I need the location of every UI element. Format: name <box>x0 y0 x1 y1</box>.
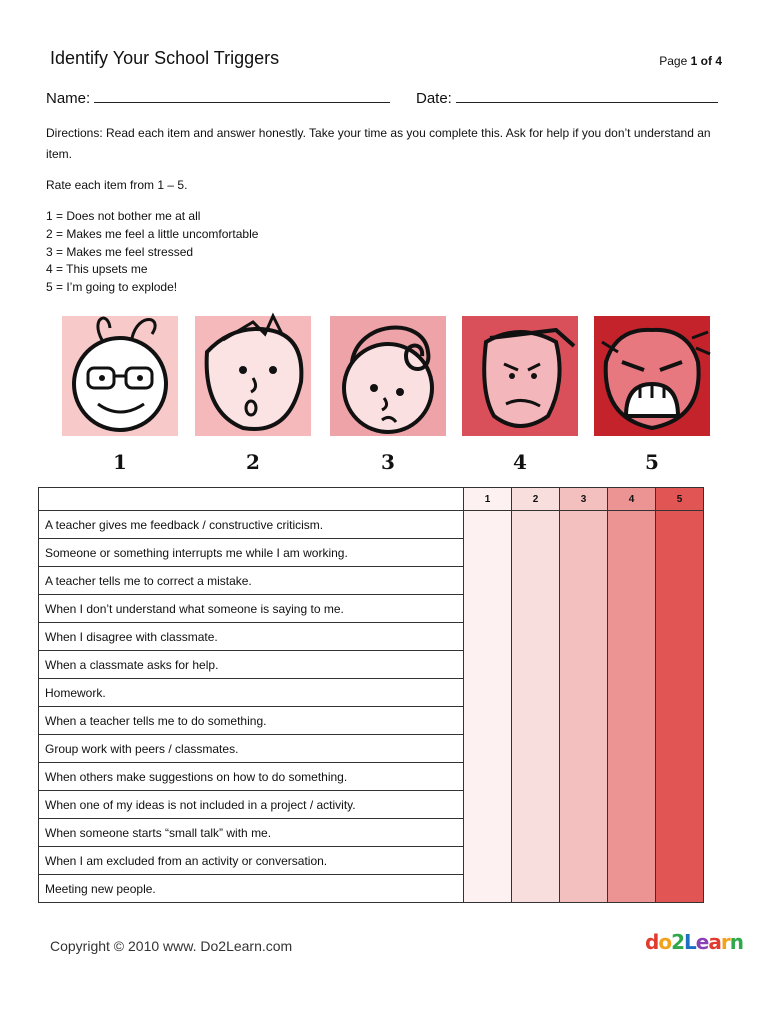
rating-cell-4[interactable] <box>608 511 656 539</box>
rating-cell-3[interactable] <box>560 679 608 707</box>
rating-cell-3[interactable] <box>560 847 608 875</box>
rating-cell-4[interactable] <box>608 875 656 903</box>
rating-cell-1[interactable] <box>464 595 512 623</box>
rating-cell-5[interactable] <box>656 763 704 791</box>
rating-cell-4[interactable] <box>608 707 656 735</box>
rating-cell-4[interactable] <box>608 763 656 791</box>
rating-cell-4[interactable] <box>608 819 656 847</box>
page-title: Identify Your School Triggers <box>50 48 280 68</box>
rating-cell-3[interactable] <box>560 819 608 847</box>
uncomfortable-face-icon <box>193 312 313 440</box>
face-scale <box>60 312 720 482</box>
rating-cell-5[interactable] <box>656 707 704 735</box>
logo-letter: 2 <box>671 930 684 954</box>
rating-cell-1[interactable] <box>464 567 512 595</box>
rating-column-header-1: 1 <box>464 488 512 511</box>
do2learn-logo <box>645 930 743 954</box>
table-row <box>39 539 704 567</box>
rating-cell-2[interactable] <box>512 595 560 623</box>
rating-cell-1[interactable] <box>464 679 512 707</box>
rating-cell-1[interactable] <box>464 511 512 539</box>
table-row <box>39 511 704 539</box>
face-label-4: 4 <box>513 450 527 474</box>
table-row <box>39 791 704 819</box>
trigger-item-label: When one of my ideas is not included in a project / activity. <box>39 791 464 819</box>
rating-cell-4[interactable] <box>608 567 656 595</box>
rating-cell-2[interactable] <box>512 819 560 847</box>
rating-cell-4[interactable] <box>608 623 656 651</box>
rating-column-header-3: 3 <box>560 488 608 511</box>
rating-cell-1[interactable] <box>464 539 512 567</box>
rating-cell-4[interactable] <box>608 651 656 679</box>
page-label: Page <box>659 54 688 68</box>
rating-cell-2[interactable] <box>512 511 560 539</box>
scale-item-2: 2 = Makes me feel a little uncomfortable <box>46 226 259 241</box>
rating-cell-1[interactable] <box>464 707 512 735</box>
face-label-1: 1 <box>113 450 127 474</box>
table-row <box>39 875 704 903</box>
trigger-item-label: When a classmate asks for help. <box>39 651 464 679</box>
table-row <box>39 763 704 791</box>
rating-cell-2[interactable] <box>512 651 560 679</box>
rating-cell-1[interactable] <box>464 819 512 847</box>
table-row <box>39 819 704 847</box>
rating-cell-4[interactable] <box>608 735 656 763</box>
rating-cell-3[interactable] <box>560 791 608 819</box>
trigger-item-label: Homework. <box>39 679 464 707</box>
rating-cell-3[interactable] <box>560 511 608 539</box>
trigger-item-label: When someone starts “small talk” with me. <box>39 819 464 847</box>
logo-letter: a <box>708 930 721 954</box>
rating-column-header-5: 5 <box>656 488 704 511</box>
rating-cell-5[interactable] <box>656 735 704 763</box>
rating-cell-3[interactable] <box>560 735 608 763</box>
date-field <box>416 88 718 107</box>
table-row <box>39 595 704 623</box>
rating-cell-2[interactable] <box>512 875 560 903</box>
table-header-row <box>39 488 704 511</box>
rating-cell-2[interactable] <box>512 735 560 763</box>
rating-cell-1[interactable] <box>464 763 512 791</box>
rating-cell-3[interactable] <box>560 875 608 903</box>
rating-cell-5[interactable] <box>656 511 704 539</box>
date-blank[interactable] <box>456 88 718 103</box>
directions-text: Directions: Read each item and answer honestly. Take your time as you complete this. Ask for help if you don’t understand an item. <box>46 126 711 161</box>
logo-letter: o <box>658 930 672 954</box>
logo-letter: r <box>720 930 730 954</box>
page-indicator <box>659 54 722 68</box>
scale-item-5: 5 = I’m going to explode! <box>46 280 178 295</box>
rating-cell-5[interactable] <box>656 567 704 595</box>
upset-face-icon <box>460 312 580 440</box>
face-label-5: 5 <box>645 450 659 474</box>
rating-cell-4[interactable] <box>608 679 656 707</box>
rating-cell-5[interactable] <box>656 875 704 903</box>
rating-cell-1[interactable] <box>464 623 512 651</box>
face-label-2: 2 <box>246 450 260 474</box>
rating-column-header-4: 4 <box>608 488 656 511</box>
rating-cell-5[interactable] <box>656 539 704 567</box>
rating-cell-5[interactable] <box>656 819 704 847</box>
rating-cell-5[interactable] <box>656 651 704 679</box>
rating-cell-3[interactable] <box>560 623 608 651</box>
rating-cell-2[interactable] <box>512 847 560 875</box>
trigger-item-label: A teacher gives me feedback / constructive criticism. <box>39 511 464 539</box>
rating-cell-3[interactable] <box>560 567 608 595</box>
rating-cell-2[interactable] <box>512 539 560 567</box>
rating-cell-5[interactable] <box>656 847 704 875</box>
rate-instruction: Rate each item from 1 – 5. <box>46 178 188 192</box>
copyright-text: Copyright © 2010 www. Do2Learn.com <box>50 938 293 954</box>
stressed-face-icon <box>328 312 448 440</box>
rating-cell-2[interactable] <box>512 707 560 735</box>
rating-scale <box>46 208 258 297</box>
scale-item-3: 3 = Makes me feel stressed <box>46 244 194 259</box>
rating-cell-1[interactable] <box>464 735 512 763</box>
trigger-item-label: Meeting new people. <box>39 875 464 903</box>
rating-column-header-2: 2 <box>512 488 560 511</box>
table-row <box>39 679 704 707</box>
trigger-item-label: A teacher tells me to correct a mistake. <box>39 567 464 595</box>
date-label: Date: <box>416 90 452 107</box>
trigger-item-label: Group work with peers / classmates. <box>39 735 464 763</box>
rating-cell-3[interactable] <box>560 763 608 791</box>
rating-cell-2[interactable] <box>512 623 560 651</box>
table-row <box>39 623 704 651</box>
rating-cell-4[interactable] <box>608 847 656 875</box>
rating-cell-5[interactable] <box>656 679 704 707</box>
rating-cell-2[interactable] <box>512 567 560 595</box>
rating-cell-3[interactable] <box>560 707 608 735</box>
rating-cell-2[interactable] <box>512 763 560 791</box>
rating-cell-3[interactable] <box>560 539 608 567</box>
name-label: Name: <box>46 90 91 107</box>
rating-cell-4[interactable] <box>608 791 656 819</box>
scale-item-1: 1 = Does not bother me at all <box>46 209 201 223</box>
trigger-item-label: When others make suggestions on how to do something. <box>39 763 464 791</box>
trigger-item-label: Someone or something interrupts me while I am working. <box>39 539 464 567</box>
table-row <box>39 567 704 595</box>
trigger-item-label: When I don’t understand what someone is saying to me. <box>39 595 464 623</box>
logo-letter: d <box>645 930 659 954</box>
table-row <box>39 735 704 763</box>
table-row <box>39 707 704 735</box>
rating-cell-4[interactable] <box>608 539 656 567</box>
exploding-face-icon <box>592 312 712 440</box>
face-label-3: 3 <box>381 450 395 474</box>
name-field <box>46 88 390 107</box>
rating-cell-3[interactable] <box>560 595 608 623</box>
rating-cell-4[interactable] <box>608 595 656 623</box>
scale-item-4: 4 = This upsets me <box>46 262 148 277</box>
rating-cell-1[interactable] <box>464 791 512 819</box>
rating-cell-3[interactable] <box>560 651 608 679</box>
trigger-item-label: When I am excluded from an activity or conversation. <box>39 847 464 875</box>
calm-face-icon <box>60 312 180 440</box>
trigger-item-label: When I disagree with classmate. <box>39 623 464 651</box>
page-total: 4 <box>715 54 722 68</box>
table-row <box>39 847 704 875</box>
rating-cell-1[interactable] <box>464 875 512 903</box>
name-blank[interactable] <box>94 88 390 103</box>
logo-letter: e <box>695 930 709 954</box>
page-of: of <box>700 54 712 68</box>
rating-cell-2[interactable] <box>512 791 560 819</box>
table-row <box>39 651 704 679</box>
rating-cell-2[interactable] <box>512 679 560 707</box>
item-column-header <box>39 488 464 511</box>
rating-cell-1[interactable] <box>464 847 512 875</box>
rating-cell-5[interactable] <box>656 791 704 819</box>
trigger-item-label: When a teacher tells me to do something. <box>39 707 464 735</box>
rating-cell-1[interactable] <box>464 651 512 679</box>
logo-letter: L <box>684 930 696 954</box>
logo-letter: n <box>729 930 743 954</box>
rating-cell-5[interactable] <box>656 623 704 651</box>
page-current: 1 <box>690 54 698 68</box>
trigger-rating-table <box>38 487 704 903</box>
rating-cell-5[interactable] <box>656 595 704 623</box>
